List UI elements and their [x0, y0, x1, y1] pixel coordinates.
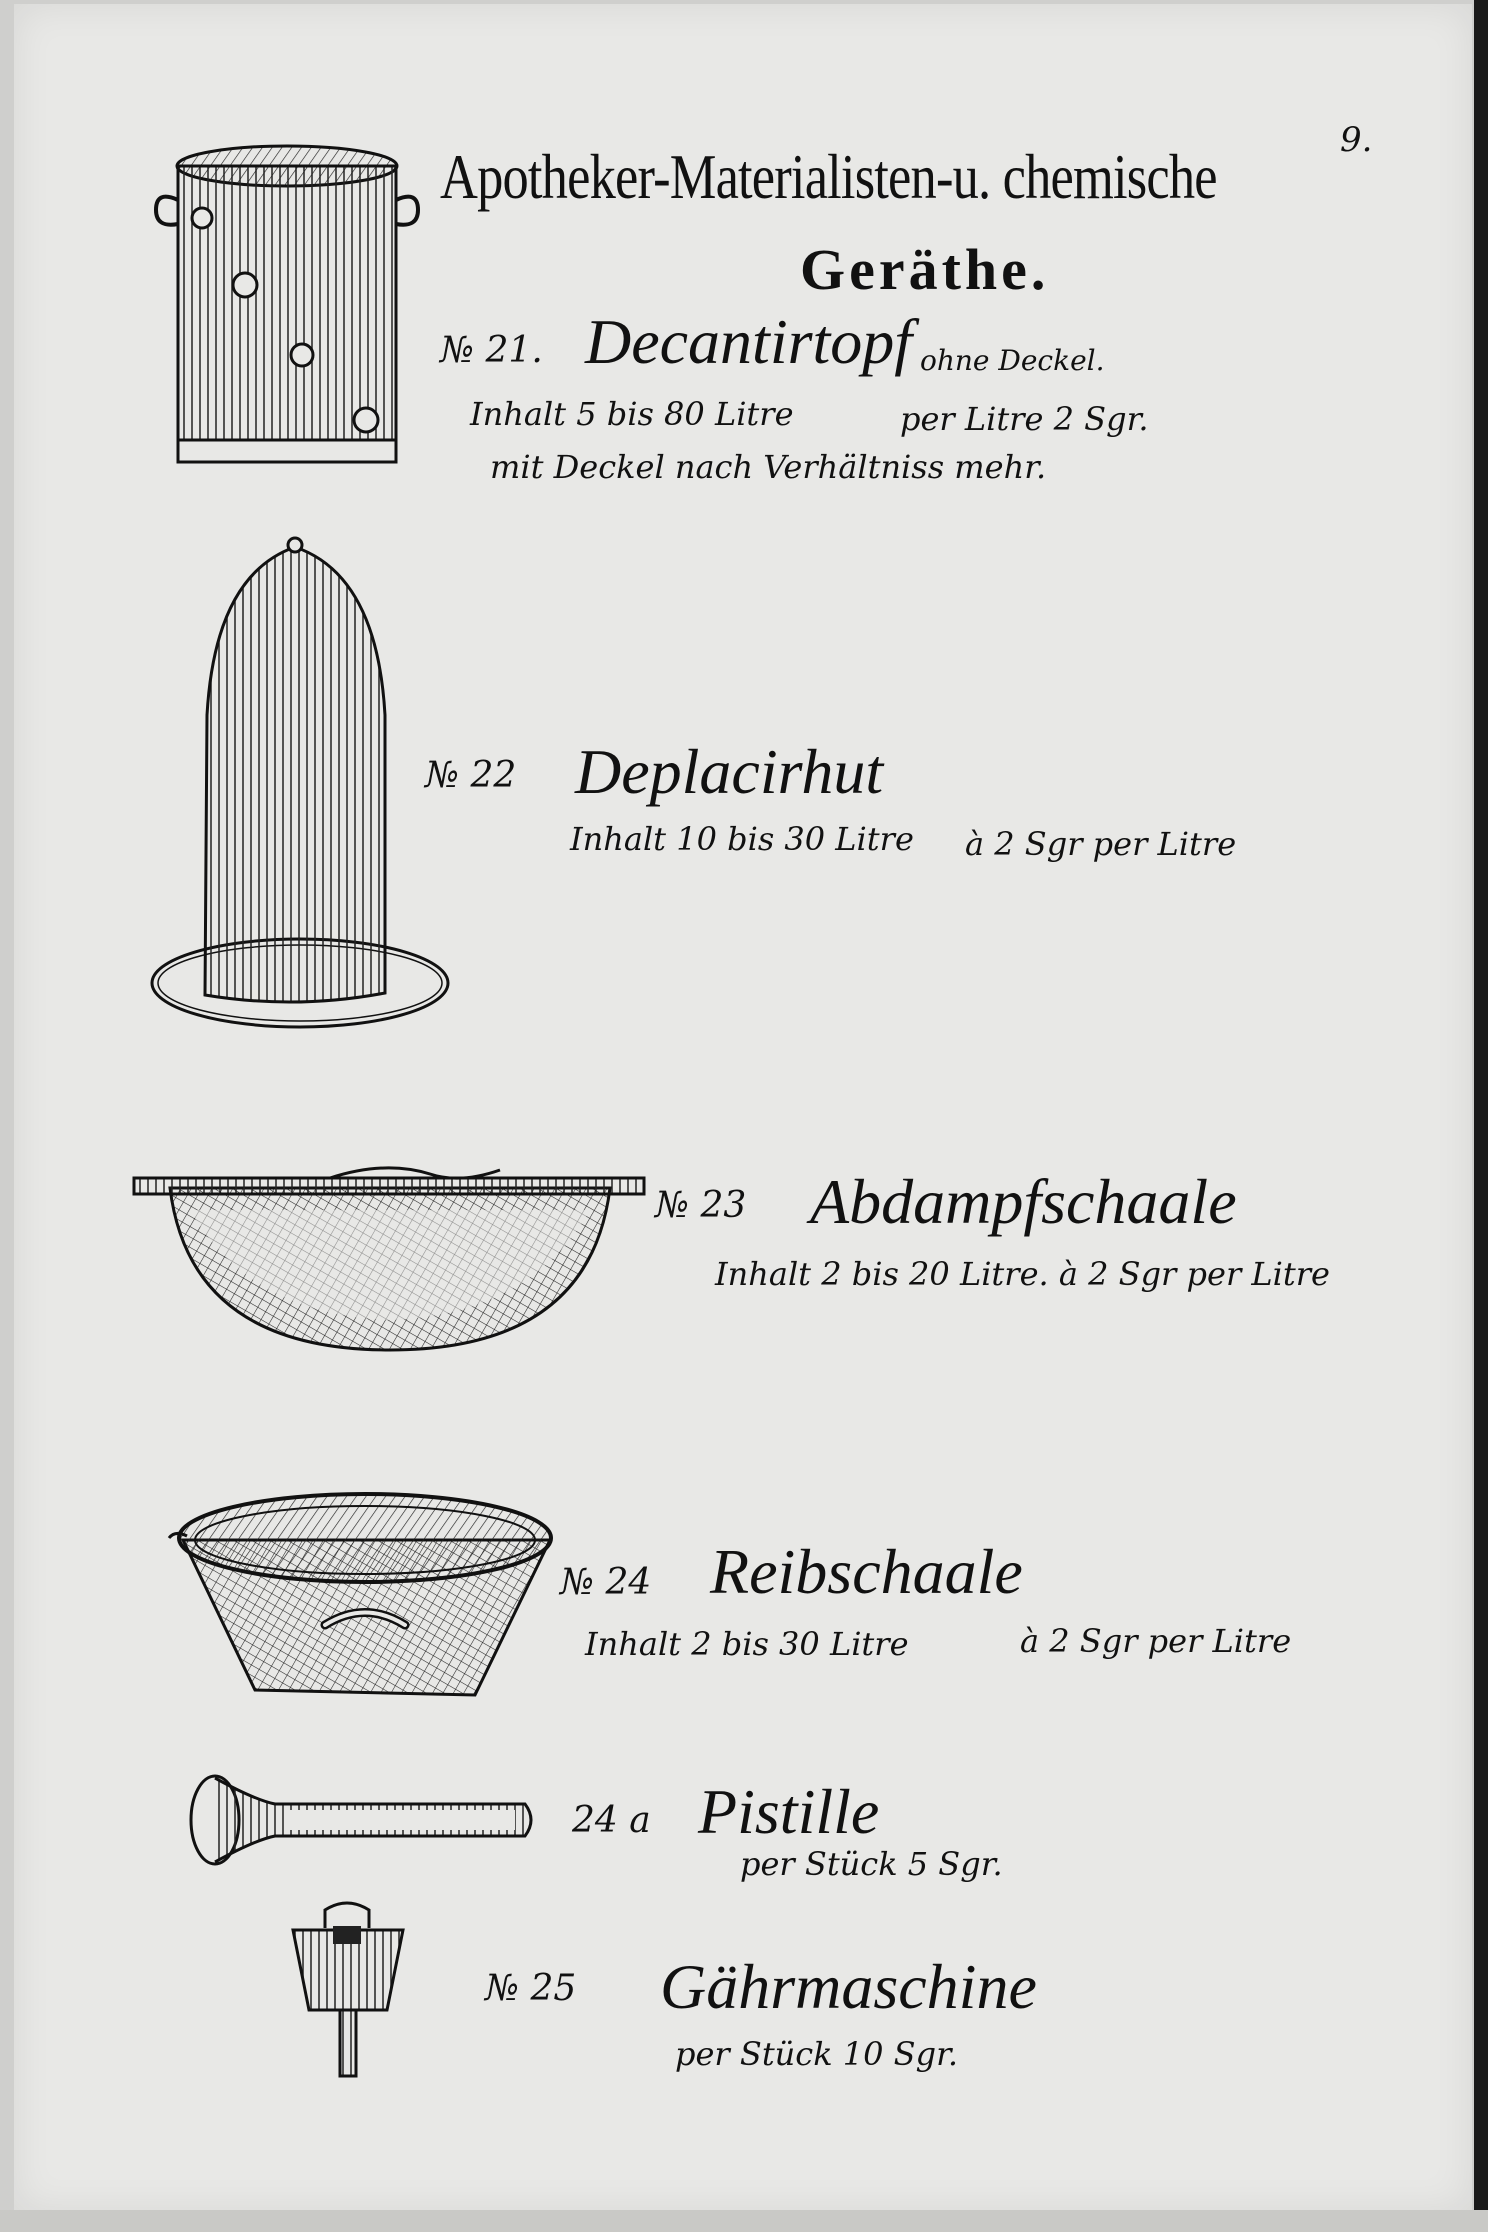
item-price: à 2 Sgr per Litre — [1020, 1622, 1292, 1660]
item-number: № 25 — [485, 1968, 577, 2009]
item-name: Gährmaschine — [660, 1951, 1037, 2022]
item-number: 24 a — [572, 1800, 651, 1841]
mortar-icon — [165, 1490, 565, 1705]
item-price: per Stück 5 Sgr. — [740, 1845, 1003, 1883]
evaporating-dish-icon — [130, 1150, 650, 1360]
item-capacity: Inhalt 10 bis 30 Litre — [570, 820, 914, 858]
page-number: 9. — [1340, 120, 1373, 160]
decanting-pot-icon — [150, 140, 425, 480]
item-name: Reibschaale — [710, 1536, 1023, 1607]
item-number: № 21. — [440, 330, 543, 371]
item-number: № 22 — [425, 755, 517, 796]
item-number: № 24 — [560, 1562, 652, 1603]
page-edge-shadow — [1474, 0, 1488, 2232]
item-capacity: Inhalt 2 bis 30 Litre — [585, 1625, 909, 1663]
page-subtitle: Geräthe. — [800, 237, 1050, 302]
item-remark: mit Deckel nach Verhältniss mehr. — [490, 448, 1047, 486]
item-number: № 23 — [655, 1185, 747, 1226]
item-capacity: Inhalt 5 bis 80 Litre — [470, 395, 794, 433]
page-title: Apotheker-Materialisten-u. chemische — [440, 141, 1217, 212]
item-capacity: Inhalt 2 bis 20 Litre. à 2 Sgr per Litre — [715, 1255, 1330, 1293]
item-name: Pistille — [698, 1776, 880, 1847]
item-price: per Litre 2 Sgr. — [900, 400, 1149, 438]
page-bottom-margin — [0, 2210, 1488, 2232]
pestle-icon — [185, 1770, 540, 1870]
item-name: Deplacirhut — [575, 736, 884, 807]
item-price: à 2 Sgr per Litre — [965, 825, 1237, 863]
item-price: per Stück 10 Sgr. — [675, 2035, 959, 2073]
item-name: Abdampfschaale — [810, 1166, 1237, 1237]
item-note: ohne Deckel. — [920, 344, 1105, 377]
fermentation-device-icon — [285, 1900, 410, 2080]
item-name: Decantirtopf — [585, 306, 913, 377]
displacement-cone-icon — [145, 535, 455, 1045]
